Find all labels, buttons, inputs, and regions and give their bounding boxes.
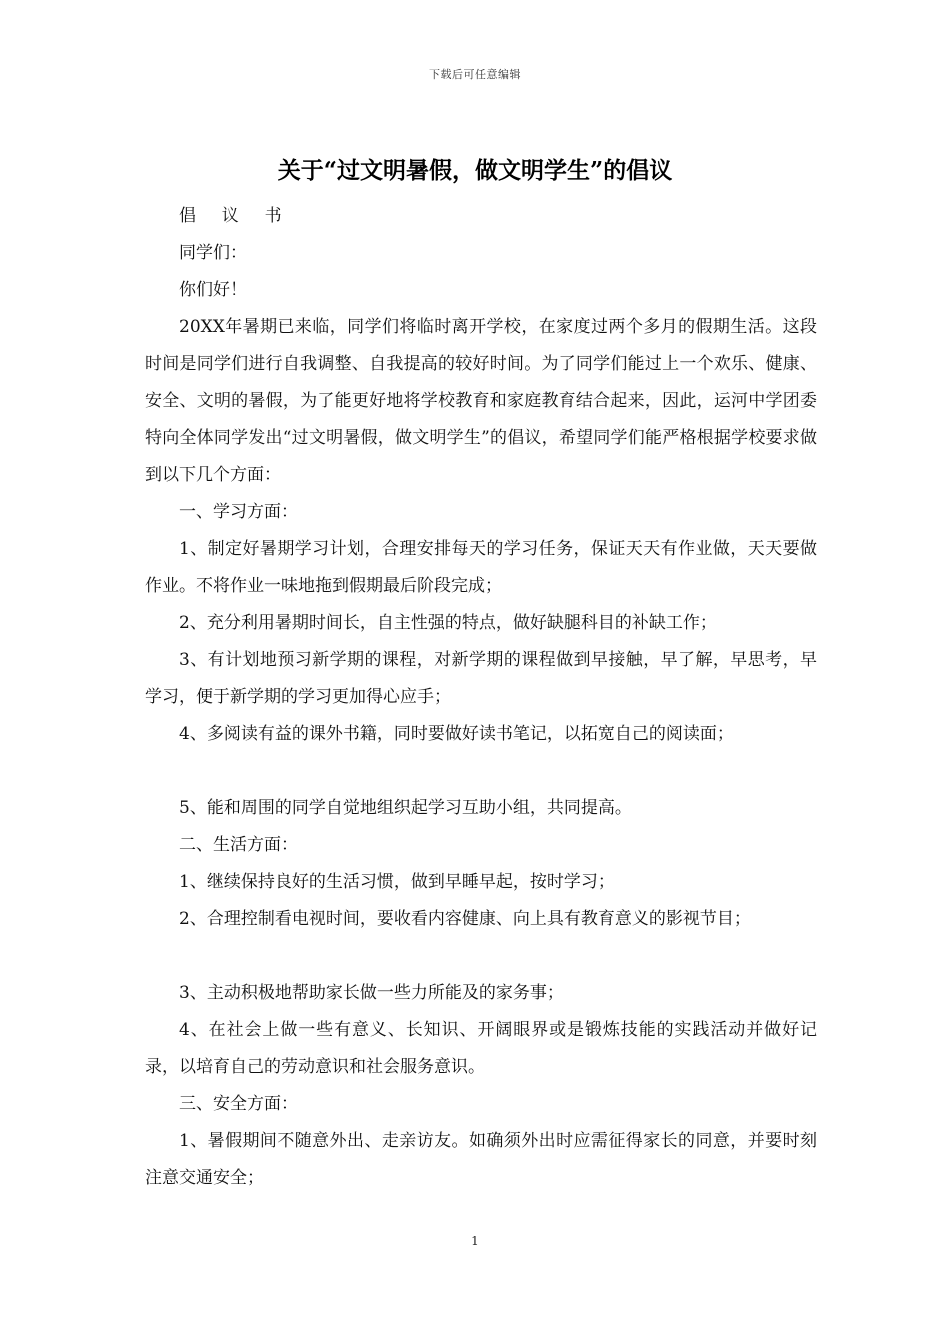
salutation: 同学们： [179,243,247,263]
life-item-1: 1、继续保持良好的生活习惯，做到早睡早起，按时学习； [179,872,615,892]
study-item-4: 4、多阅读有益的课外书籍，同时要做好读书笔记，以拓宽自己的阅读面； [179,724,734,744]
document-title: 关于“过文明暑假，做文明学生”的倡议 [277,157,673,184]
blank-line [145,938,817,975]
section-heading-life: 二、生活方面： [179,835,298,855]
life-item-4: 4、在社会上做一些有意义、长知识、开阔眼界或是锻炼技能的实践活动并做好记录，以培育自己的劳动意识和社会服务意识。 [145,1020,817,1077]
life-item-3: 3、主动积极地帮助家长做一些力所能及的家务事； [179,983,564,1003]
study-item-5: 5、能和周围的同学自觉地组织起学习互助小组，共同提高。 [179,798,632,818]
section-heading-study: 一、学习方面： [179,502,298,522]
greeting: 你们好！ [179,280,247,300]
header-note: 下载后可任意编辑 [429,68,521,81]
document-body [145,198,817,1197]
intro-paragraph: 20XX年暑期已来临，同学们将临时离开学校，在家度过两个多月的假期生活。这段时间是同学们进行自我调整、自我提高的较好时间。为了同学们能过上一个欢乐、健康、安全、文明的暑假，为了能更好地将学校教育和家庭教育结合起来，因此，运河中学团委特向全体同学发出“过文明暑假，做文明学生”的倡议，希望同学们能严格根据学校要求做到以下几个方面： [145,317,817,485]
study-item-1: 1、制定好暑期学习计划，合理安排每天的学习任务，保证天天有作业做，天天要做作业。不将作业一味地拖到假期最后阶段完成； [145,539,817,596]
page-number: 1 [471,1234,479,1248]
life-item-2: 2、合理控制看电视时间，要收看内容健康、向上具有教育意义的影视节目； [179,909,751,929]
study-item-3: 3、有计划地预习新学期的课程，对新学期的课程做到早接触，早了解，早思考，早学习，便于新学期的学习更加得心应手； [145,650,817,707]
blank-line [145,753,817,790]
section-heading-safety: 三、安全方面： [179,1094,298,1114]
study-item-2: 2、充分利用暑期时间长，自主性强的特点，做好缺腿科目的补缺工作； [179,613,717,633]
letter-heading: 倡 议 书 [179,206,292,226]
safety-item-1: 1、暑假期间不随意外出、走亲访友。如确须外出时应需征得家长的同意，并要时刻注意交通安全； [145,1131,817,1188]
